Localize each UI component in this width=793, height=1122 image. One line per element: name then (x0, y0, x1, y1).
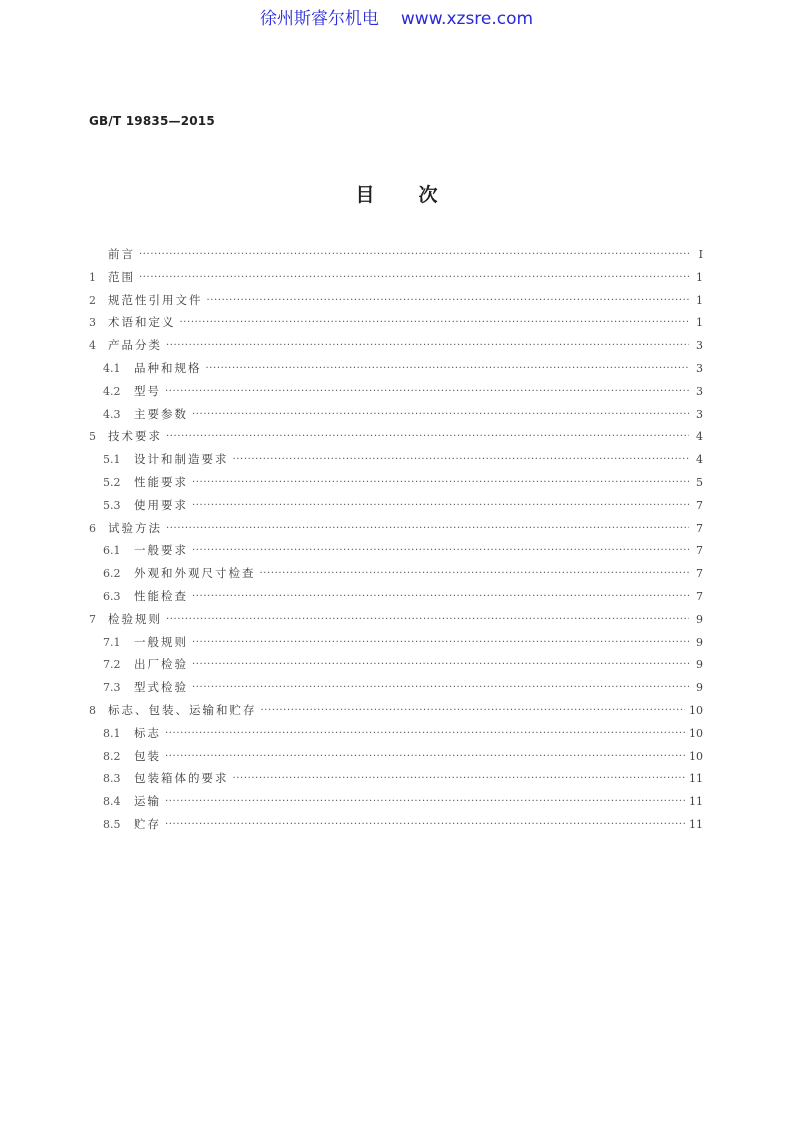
toc-entry-page: 7 (696, 498, 703, 512)
toc-entry-page: 1 (696, 293, 703, 307)
toc-entry-label: 性能检查 (134, 588, 188, 603)
toc-entry-label: 标志、包装、运输和贮存 (108, 702, 257, 717)
toc-dot-leader (192, 500, 689, 511)
toc-entry[interactable] (89, 292, 703, 315)
toc-entry[interactable] (89, 246, 703, 269)
toc-dot-leader (192, 637, 689, 648)
toc-entry-page: 11 (689, 772, 703, 786)
toc-entry-label: 出厂检验 (134, 657, 188, 672)
toc-entry-page: 11 (689, 795, 703, 809)
toc-entry[interactable] (89, 497, 703, 520)
toc-entry-number: 8.4 (103, 795, 121, 809)
toc-entry-label: 贮存 (134, 816, 161, 831)
toc-entry-page: 9 (696, 681, 703, 695)
toc-entry-page: 10 (689, 703, 703, 717)
toc-entry[interactable] (89, 816, 703, 839)
toc-entry-label: 包装箱体的要求 (134, 771, 229, 786)
toc-dot-leader (192, 591, 689, 602)
toc-entry-page: 3 (696, 339, 703, 353)
toc-entry-label: 前言 (108, 247, 135, 261)
toc-entry-page: 11 (689, 817, 703, 831)
toc-dot-leader (166, 431, 689, 442)
standard-number: GB/T 19835—2015 (89, 114, 215, 128)
toc-entry-number: 6.1 (103, 544, 121, 558)
toc-dot-leader (166, 340, 689, 351)
toc-entry-label: 检验规则 (108, 611, 162, 626)
toc-entry-number: 1 (89, 270, 96, 284)
toc-entry-label: 产品分类 (108, 338, 162, 353)
toc-entry[interactable] (89, 588, 703, 611)
toc-entry-label: 包装 (134, 748, 161, 763)
toc-entry-label: 外观和外观尺寸检查 (134, 566, 256, 581)
toc-dot-leader (180, 317, 690, 328)
toc-entry-label: 运输 (134, 794, 161, 809)
watermark-url[interactable]: www.xzsre.com (400, 9, 534, 29)
toc-entry-number: 5.3 (103, 498, 121, 512)
toc-entry-page: 3 (696, 384, 703, 398)
toc-dot-leader (261, 705, 686, 716)
toc-entry[interactable] (89, 542, 703, 565)
toc-entry-number: 5.2 (103, 475, 121, 489)
toc-entry-label: 一般要求 (134, 543, 188, 558)
toc-entry-number: 5.1 (103, 453, 121, 467)
toc-entry-page: 9 (696, 612, 703, 626)
toc-entry-label: 标志 (134, 725, 161, 740)
toc-entry-page: 9 (696, 658, 703, 672)
toc-entry[interactable] (89, 770, 703, 793)
toc-entry-page: 7 (696, 567, 703, 581)
toc-entry-page: 3 (696, 407, 703, 421)
toc-entry[interactable] (89, 634, 703, 657)
toc-entry[interactable] (89, 314, 703, 337)
toc-entry-number: 2 (89, 293, 96, 307)
toc-entry-label: 规范性引用文件 (108, 292, 203, 307)
toc-entry-label: 设计和制造要求 (134, 452, 229, 467)
toc-dot-leader (260, 568, 690, 579)
toc-entry[interactable] (89, 269, 703, 292)
toc-entry-page: Ⅰ (698, 248, 703, 261)
toc-title: 目次 (355, 184, 482, 206)
toc-dot-leader (233, 773, 686, 784)
toc-entry-label: 主要参数 (134, 406, 188, 421)
toc-entry[interactable] (89, 702, 703, 725)
toc-entry-label: 范围 (108, 269, 135, 284)
toc-entry-number: 4.3 (103, 407, 121, 421)
toc-dot-leader (192, 682, 689, 693)
toc-entry-page: 4 (696, 453, 703, 467)
toc-entry-number: 7.2 (103, 658, 121, 672)
toc-entry-number: 8.3 (103, 772, 121, 786)
toc-entry-page: 5 (696, 475, 703, 489)
toc-entry-label: 使用要求 (134, 497, 188, 512)
toc-dot-leader (233, 454, 690, 465)
toc-entry[interactable] (89, 383, 703, 406)
toc-entry-label: 性能要求 (134, 474, 188, 489)
toc-entry-number: 8 (89, 703, 96, 717)
watermark-company: 徐州斯睿尔机电 (259, 9, 379, 29)
toc-dot-leader (166, 523, 689, 534)
toc-dot-leader (165, 728, 685, 739)
toc-dot-leader (166, 614, 689, 625)
toc-dot-leader (207, 295, 690, 306)
toc-entry-number: 6.3 (103, 589, 121, 603)
toc-entry-page: 1 (696, 270, 703, 284)
toc-entry-number: 7.1 (103, 635, 121, 649)
toc-entry-label: 型式检验 (134, 680, 188, 695)
toc-entry-number: 4.2 (103, 384, 121, 398)
toc-entry[interactable] (89, 360, 703, 383)
toc-entry-label: 术语和定义 (108, 315, 176, 330)
toc-dot-leader (206, 363, 690, 374)
toc-entry-number: 4 (89, 339, 96, 353)
toc-entry[interactable] (89, 679, 703, 702)
toc-entry-number: 8.5 (103, 817, 121, 831)
toc-dot-leader (139, 272, 689, 283)
toc-entry-page: 4 (696, 430, 703, 444)
toc-entry-page: 10 (689, 749, 703, 763)
toc-entry-number: 8.2 (103, 749, 121, 763)
toc-dot-leader (192, 545, 689, 556)
toc-dot-leader (192, 477, 689, 488)
toc-entry[interactable] (89, 725, 703, 748)
toc-entry-label: 试验方法 (108, 520, 162, 535)
toc-dot-leader (192, 409, 689, 420)
toc-entry[interactable] (89, 565, 703, 588)
toc-entry[interactable] (89, 656, 703, 679)
toc-entry[interactable] (89, 337, 703, 360)
toc-entry-page: 7 (696, 521, 703, 535)
toc-entry[interactable] (89, 793, 703, 816)
toc-dot-leader (165, 819, 685, 830)
toc-entry-number: 6 (89, 521, 96, 535)
toc-entry-number: 4.1 (103, 361, 121, 375)
toc-entry-page: 7 (696, 544, 703, 558)
toc-entry-number: 3 (89, 316, 96, 330)
toc-entry[interactable] (89, 520, 703, 543)
toc-entry[interactable] (89, 474, 703, 497)
toc-entry-page: 10 (689, 726, 703, 740)
toc-entry-number: 6.2 (103, 567, 121, 581)
toc-dot-leader (165, 796, 685, 807)
toc-entry[interactable] (89, 748, 703, 771)
toc-entry-label: 技术要求 (108, 429, 162, 444)
toc-entry[interactable] (89, 428, 703, 451)
toc-entry-page: 9 (696, 635, 703, 649)
toc-dot-leader (139, 249, 689, 260)
toc-entry-number: 7.3 (103, 681, 121, 695)
toc-entry-label: 型号 (134, 383, 161, 398)
toc-entry[interactable] (89, 451, 703, 474)
watermark (0, 4, 793, 29)
toc-entry-page: 1 (696, 316, 703, 330)
toc-dot-leader (165, 386, 689, 397)
toc-entry[interactable] (89, 406, 703, 429)
toc-dot-leader (192, 659, 689, 670)
table-of-contents (89, 246, 703, 839)
toc-entry-label: 品种和规格 (134, 360, 202, 375)
toc-entry-number: 7 (89, 612, 96, 626)
toc-entry-number: 5 (89, 430, 96, 444)
toc-dot-leader (165, 751, 685, 762)
toc-entry-page: 3 (696, 361, 703, 375)
toc-entry-page: 7 (696, 589, 703, 603)
toc-entry-label: 一般规则 (134, 634, 188, 649)
toc-entry[interactable] (89, 611, 703, 634)
toc-entry-number: 8.1 (103, 726, 121, 740)
